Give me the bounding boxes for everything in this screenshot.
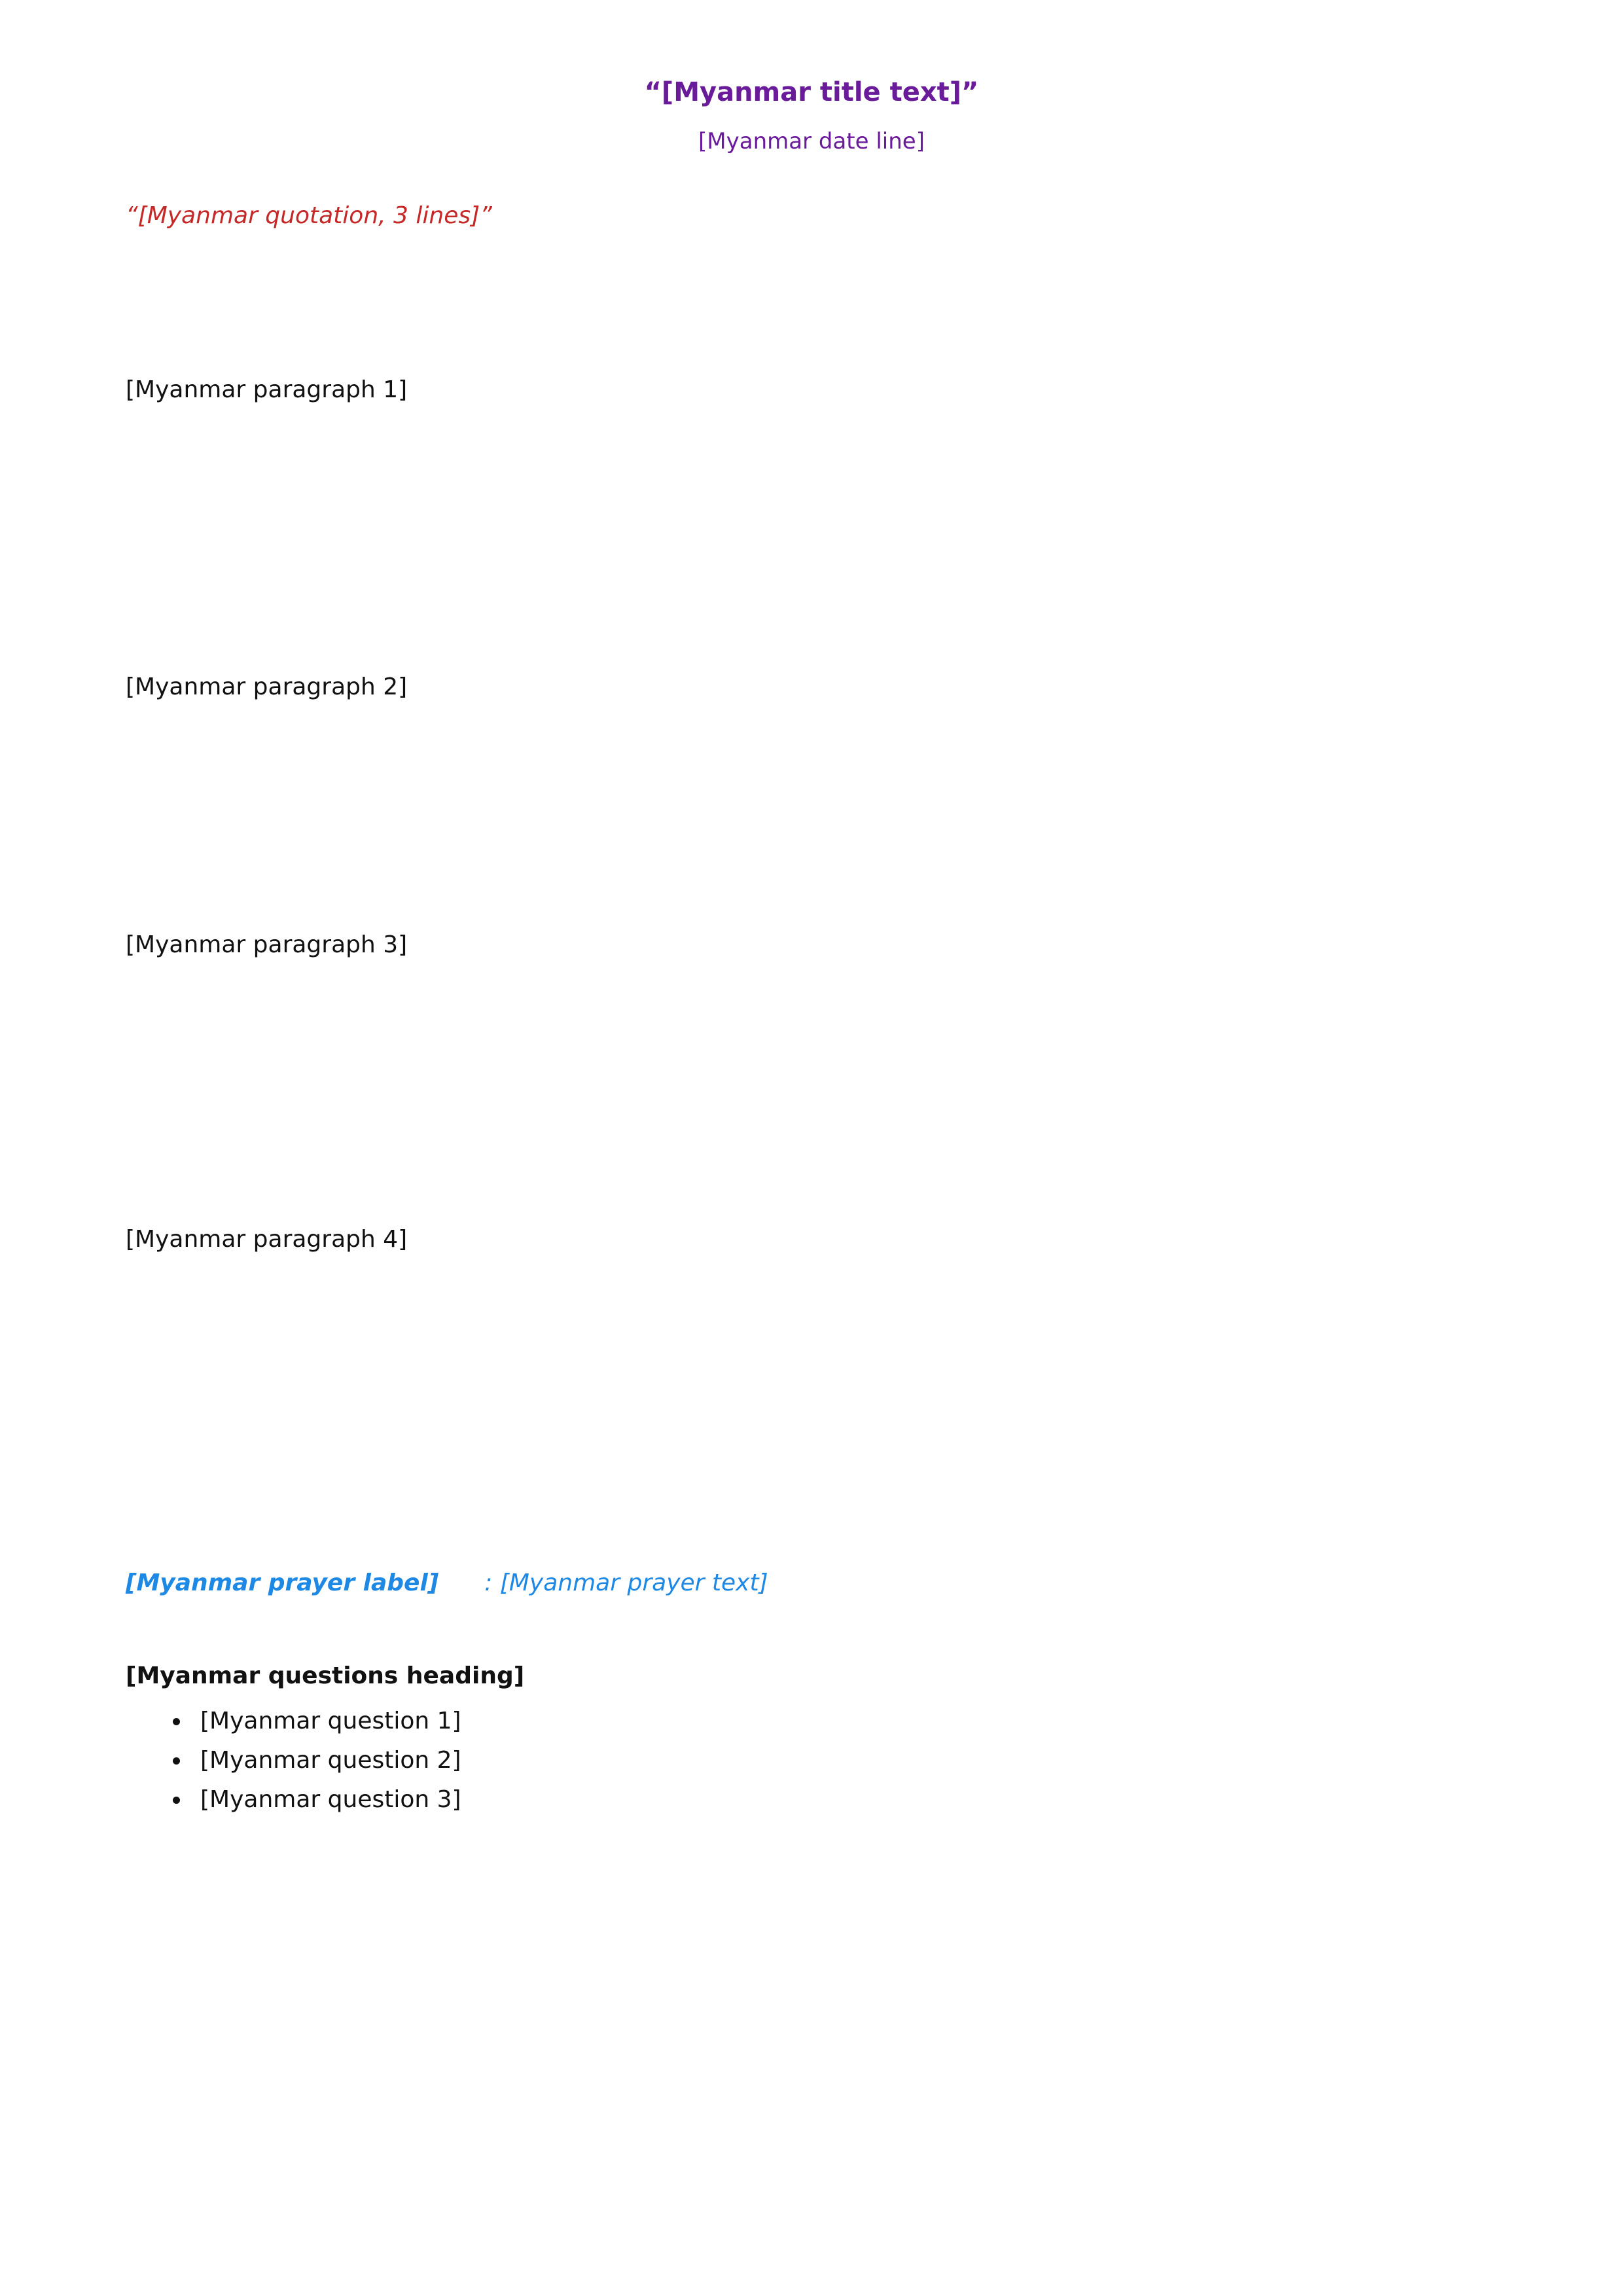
body-paragraph: [Myanmar paragraph 1] xyxy=(126,376,408,403)
page-title: “[Myanmar title text]” xyxy=(644,77,979,107)
body-paragraph: [Myanmar paragraph 2] xyxy=(126,673,408,700)
prayer-text: : [Myanmar prayer text] xyxy=(484,1570,768,1596)
body-paragraph: [Myanmar paragraph 4] xyxy=(126,1226,408,1253)
questions-heading: [Myanmar questions heading] xyxy=(126,1662,525,1689)
question-item: • [Myanmar question 2] xyxy=(191,1741,1565,1780)
page-subtitle: [Myanmar date line] xyxy=(698,128,925,154)
body-paragraph: [Myanmar paragraph 3] xyxy=(126,931,408,958)
questions-list xyxy=(126,1702,1565,1820)
question-item: • [Myanmar question 1] xyxy=(191,1702,1565,1741)
prayer-label: [Myanmar prayer label] xyxy=(126,1570,439,1596)
prayer-section xyxy=(126,1570,1500,1596)
opening-quote: “[Myanmar quotation, 3 lines]” xyxy=(126,202,492,229)
question-item: • [Myanmar question 3] xyxy=(191,1780,1565,1820)
